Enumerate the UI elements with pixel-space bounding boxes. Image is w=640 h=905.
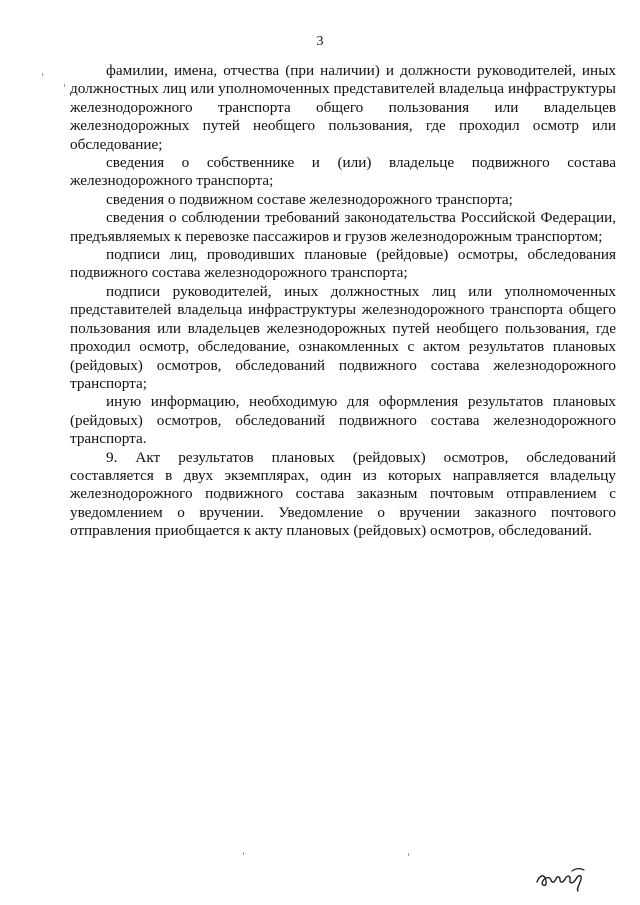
scan-speck [64, 84, 65, 87]
paragraph-owner-info: сведения о собственнике и (или) владельце подвижного состава железнодорожного транспорта; [70, 154, 616, 190]
page-number: 3 [316, 34, 324, 49]
scan-speck [408, 853, 409, 856]
handwritten-initials-signature [534, 862, 588, 892]
scan-speck [42, 73, 43, 76]
document-body [70, 62, 616, 541]
scan-speck [243, 852, 244, 855]
paragraph-rolling-stock-info: сведения о подвижном составе железнодорожного транспорта; [106, 190, 513, 208]
paragraph-act-copies: 9. Акт результатов плановых (рейдовых) осмотров, обследований составляется в двух экземплярах, один из которых направляется владельцу железнодорожного подвижного состава заказным почтовым отправлением с уведомлением о вручении. Уведомление о вручении заказного почтового отправления приобщается к акту плановых (рейдовых) осмотров, обследований. [70, 448, 616, 540]
paragraph-other-info: иную информацию, необходимую для оформления результатов плановых (рейдовых) осмотров, обследований подвижного состава железнодорожного транспорта. [70, 393, 616, 448]
paragraph-compliance-info: сведения о соблюдении требований законодательства Российской Федерации, предъявляемых к перевозке пассажиров и грузов железнодорожным транспортом; [70, 209, 616, 245]
paragraph-officials-names: фамилии, имена, отчества (при наличии) и должности руководителей, иных должностных лиц или уполномоченных представителей владельца инфраструктуры железнодорожного транспорта общего пользования или владельцев железнодорожных путей необщего пользования, где проходил осмотр или обследование; [70, 62, 616, 153]
paragraph-representative-signatures: подписи руководителей, иных должностных лиц или уполномоченных представителей владельца инфраструктуры железнодорожного транспорта общего пользования или владельцев железнодорожных путей необщего пользования, где проходил осмотр, обследование, ознакомленных с актом результатов плановых (рейдовых) осмотров, обследований подвижного состава железнодорожного транспорта; [70, 282, 616, 392]
paragraph-inspector-signatures: подписи лиц, проводивших плановые (рейдовые) осмотры, обследования подвижного состава железнодорожного транспорта; [70, 246, 616, 282]
